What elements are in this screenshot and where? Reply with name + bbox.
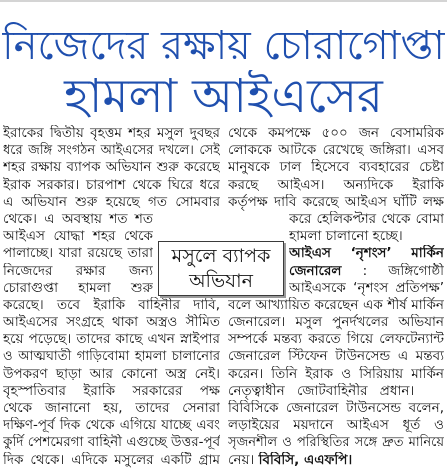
article-line: আইএসকে ‘নৃশংস প্রতিপক্ষ’ [289, 279, 444, 296]
article-line: করে হেলিকপ্টার থেকে বোমা [289, 210, 444, 227]
article-line: আইএস যোদ্ধা শহর থেকে [3, 228, 153, 245]
article-line: কুর্দি পেশমেরগা বাহিনী এগুচ্ছে উত্তর-পূর্ব [3, 434, 220, 451]
article-line: মানুষকে ঢাল হিসেবে ব্যবহারের চেষ্টা [228, 159, 444, 176]
callout-line-2: অভিযান [189, 270, 253, 292]
callout-box [158, 241, 284, 296]
callout-line-1: মসুলে ব্যাপক [171, 245, 271, 267]
article-line: থেকে কমপক্ষে ৫০০ জন বেসামরিক [228, 125, 444, 141]
text-run: নেয়। [228, 451, 259, 468]
article-line: সম্পর্কে মন্তব্য করতে গিয়ে লেফটেন্যান্ট [228, 331, 444, 348]
article-line: দক্ষিণ-পূর্ব দিক থেকে এগিয়ে যাচ্ছে এবং [3, 417, 220, 434]
article-line: চোরাগুপ্তা হামলা শুরু [3, 279, 153, 296]
article-line: জেনারেল স্টিফেন টাউনসেন্ড এ মন্তব্য [228, 348, 444, 365]
article-line: পালাচ্ছে। যারা রয়েছে তারা [3, 245, 153, 262]
article-line: দিক থেকে। এদিকে মসুলের একটি গ্রাম [3, 451, 220, 468]
article-line: নেতৃত্বাধীন জোটবাহিনীর প্রধান। [228, 382, 415, 399]
headline-line-2: হামলা আইএসের [64, 70, 383, 124]
article-line: উপকরণ ছাড়া আর কোনো অস্ত্র নেই। [3, 365, 220, 382]
article-line: করছে আইএস। অন্যদিকে ইরাকি [228, 176, 444, 193]
article-line: লোককে আটকে রেখেছে জঙ্গিরা। এসব [228, 142, 444, 159]
article-line: হয়ে পড়েছে। তাদের কাছে এখন স্নাইপার [3, 331, 220, 348]
article-line: এ অভিযান শুরু হয়েছে গত সোমবার [3, 193, 220, 210]
left-column [3, 125, 220, 469]
subheading-run: জেনারেল [289, 262, 342, 279]
source-credit: বিবিসি, এএফপি। [258, 451, 353, 468]
article-line: আইএসের সংগ্রহে থাকা অস্ত্রও সীমিত [3, 314, 220, 331]
article-line: হামলা চালানো হচ্ছে। [289, 228, 403, 245]
article-line: ধরে জঙ্গি সংগঠন আইএসের দখলে। সেই [3, 143, 220, 159]
article-line: নিজেদের রক্ষার জন্য [3, 262, 153, 279]
article-line: কর্তৃপক্ষ দাবি করেছে আইএস ঘাঁটি লক্ষ [228, 193, 444, 210]
article-line: থেকে জানানো হয়, তাদের সেনারা [3, 400, 220, 416]
article-line: সৃজনশীল ও পরিস্থিতির সঙ্গে দ্রুত মানিয়ে [228, 435, 444, 451]
right-column [228, 125, 444, 469]
article-line: ইরাক সরকার। চারপাশ থেকে ঘিরে ধরে [3, 176, 220, 193]
article-line: থেকে। এ অবস্থায় শত শত [3, 210, 153, 227]
text-run: : জঙ্গিগোষ্ঠী [341, 262, 444, 279]
subheading-line [289, 263, 444, 280]
article-line: করেন। তিনি ইরাক ও সিরিয়ায় মার্কিন [228, 365, 444, 382]
article-line [228, 452, 444, 469]
article-line: করেছে। তবে ইরাকি বাহিনীর দাবি, [3, 296, 220, 313]
article-line: ইরাকের দ্বিতীয় বৃহত্তম শহর মসুল দুবছর [3, 125, 220, 141]
article-line: লড়াইয়ের ময়দানে আইএস ধূর্ত ও [228, 417, 444, 434]
article-line: ও আত্মঘাতী গাড়িবোমা হামলা চালানোর [3, 349, 220, 365]
headline-line-1: নিজেদের রক্ষায় চোরাগোপ্তা [2, 23, 445, 69]
subheading-line: আইএস ‘নৃশংস’ মার্কিন [289, 245, 444, 262]
top-rule [0, 0, 447, 2]
article-line: বৃহস্পতিবার ইরাকি সরকারের পক্ষ [3, 382, 220, 399]
article-line: বিবিসিকে জেনারেল টাউনসেন্ড বলেন, [228, 400, 444, 416]
article-line: বলে আখ্যায়িত করেছেন এক শীর্ষ মার্কিন [228, 296, 444, 313]
article-line: শহর রক্ষায় ব্যাপক অভিযান শুরু করেছে [3, 159, 220, 176]
article-line: জেনারেল। মসুল পুনর্দখলের অভিযান [228, 314, 444, 331]
